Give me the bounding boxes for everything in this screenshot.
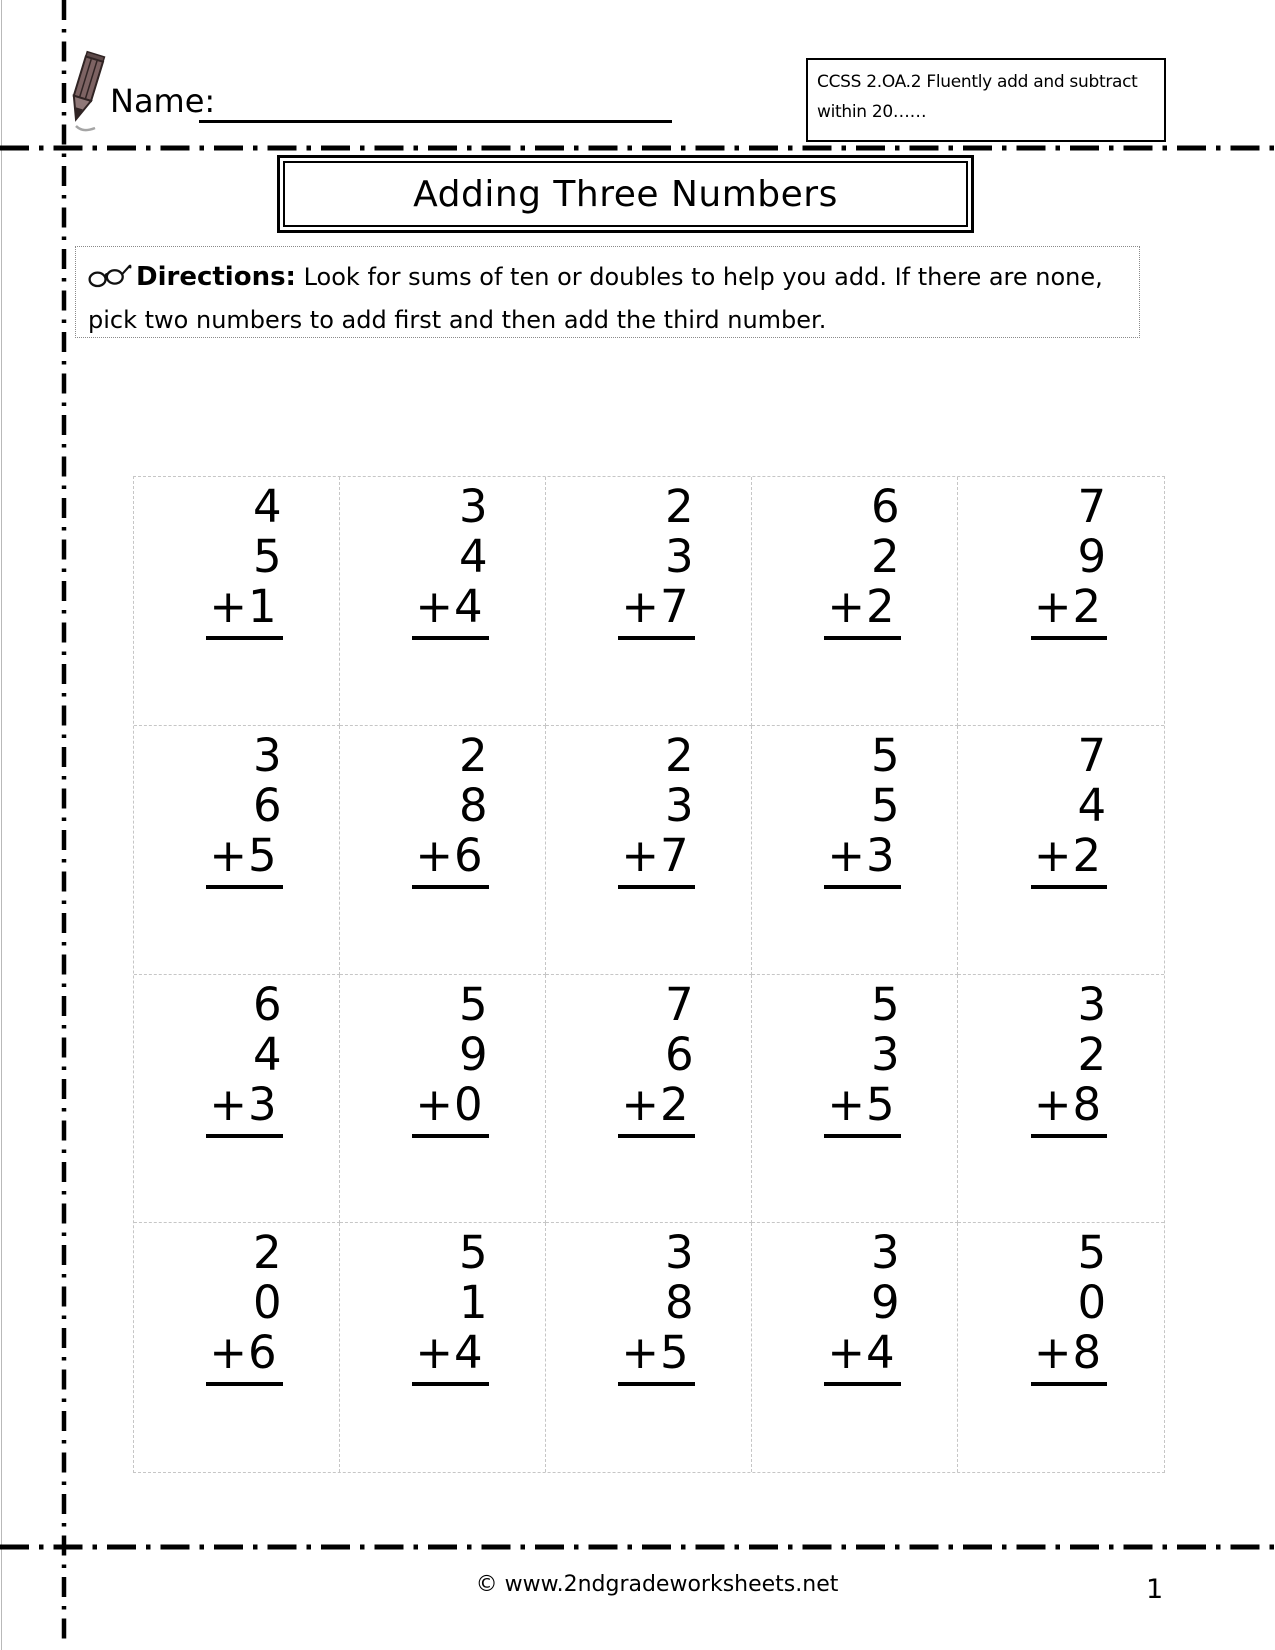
problem-cell	[752, 477, 958, 726]
directions-text: Look for sums of ten or doubles to help you add. If there are none, pick two numbers to add first and then add the third number.	[88, 263, 1103, 334]
name-blank-line	[199, 84, 672, 123]
addend-3: +5	[206, 831, 282, 889]
addend-1: 7	[665, 977, 695, 1031]
addition-problem	[206, 977, 283, 1138]
addition-problem	[618, 977, 695, 1138]
addend-3: +7	[618, 582, 694, 640]
addition-problem	[1031, 728, 1108, 889]
eyeglasses-icon	[88, 263, 132, 288]
addend-3: +8	[1031, 1328, 1107, 1386]
addend-3: +2	[1031, 582, 1107, 640]
addend-2: 5	[871, 778, 901, 832]
problem-cell	[340, 975, 546, 1224]
problem-cell	[546, 975, 752, 1224]
scan-edge-line	[1, 0, 2, 1650]
addend-3: +7	[618, 831, 694, 889]
addend-2: 9	[1077, 530, 1108, 583]
addend-1: 4	[253, 480, 283, 533]
addend-1: 2	[253, 1226, 283, 1280]
problem-cell	[752, 1223, 958, 1472]
addend-2: 0	[253, 1276, 283, 1330]
addition-problem	[824, 1228, 900, 1386]
problem-cell	[958, 975, 1164, 1224]
addend-2: 4	[253, 1027, 283, 1081]
addition-problem	[1031, 1228, 1107, 1386]
page-number: 1	[1146, 1574, 1164, 1605]
problem-cell	[340, 726, 546, 975]
addend-2: 4	[459, 530, 489, 583]
addend-2: 1	[459, 1276, 489, 1330]
addend-3: +8	[1031, 1080, 1107, 1138]
addend-2: 2	[871, 530, 901, 583]
problem-cell	[134, 726, 340, 975]
addend-1: 3	[665, 1226, 695, 1280]
top-divider-dash-line	[0, 143, 1275, 153]
addition-problem	[206, 728, 283, 889]
bottom-divider-dash-line	[0, 1542, 1275, 1552]
addend-1: 5	[459, 977, 489, 1031]
addend-3: +4	[412, 582, 488, 640]
addend-2: 5	[253, 530, 283, 583]
addend-1: 3	[253, 728, 283, 782]
addend-2: 9	[871, 1276, 901, 1330]
addend-1: 6	[871, 480, 901, 533]
addend-2: 8	[665, 1276, 695, 1330]
addend-2: 6	[665, 1027, 695, 1081]
addition-problem	[412, 482, 488, 640]
addend-3: +2	[618, 1080, 694, 1138]
addition-problem	[618, 1228, 694, 1386]
addition-problem	[412, 1228, 488, 1386]
addend-3: +4	[824, 1328, 900, 1386]
addend-1: 5	[1077, 1226, 1108, 1280]
directions-box	[75, 246, 1140, 338]
problem-cell	[546, 1223, 752, 1472]
addend-1: 3	[459, 480, 489, 533]
addend-2: 3	[665, 778, 695, 832]
addend-3: +5	[824, 1080, 900, 1138]
addend-1: 7	[1077, 728, 1108, 782]
addend-3: +4	[412, 1328, 488, 1386]
addend-1: 3	[1077, 977, 1108, 1031]
addend-2: 3	[871, 1027, 901, 1081]
addend-1: 2	[665, 728, 695, 782]
left-margin-dash-line	[60, 0, 68, 1650]
ccss-line-2: within 20……	[817, 102, 927, 122]
addend-1: 5	[871, 977, 901, 1031]
addition-problem	[206, 482, 282, 640]
addition-problem	[1031, 482, 1107, 640]
addend-1: 2	[459, 728, 489, 782]
addition-problem	[824, 482, 900, 640]
addend-3: +2	[1031, 831, 1107, 889]
addend-2: 9	[459, 1027, 489, 1081]
addition-problem	[206, 1228, 282, 1386]
addend-3: +3	[824, 831, 900, 889]
addend-1: 5	[871, 728, 901, 782]
addend-2: 8	[459, 778, 489, 832]
addend-3: +5	[618, 1328, 694, 1386]
footer-credit: © www.2ndgradeworksheets.net	[475, 1572, 839, 1597]
addend-3: +6	[206, 1328, 282, 1386]
problem-cell	[340, 1223, 546, 1472]
pencil-icon	[64, 50, 108, 136]
addition-problem	[1031, 977, 1108, 1138]
addition-problem	[824, 977, 901, 1138]
addend-2: 3	[665, 530, 695, 583]
addend-2: 0	[1077, 1276, 1108, 1330]
problem-cell	[752, 726, 958, 975]
problem-cell	[752, 975, 958, 1224]
addend-3: +3	[206, 1080, 282, 1138]
addend-3: +0	[412, 1080, 488, 1138]
problem-cell	[340, 477, 546, 726]
problem-cell	[134, 477, 340, 726]
addition-problem	[412, 977, 489, 1138]
problem-cell	[958, 1223, 1164, 1472]
addition-problem	[618, 482, 694, 640]
addend-1: 2	[665, 480, 695, 533]
problem-cell	[134, 1223, 340, 1472]
addend-3: +2	[824, 582, 900, 640]
addend-1: 5	[459, 1226, 489, 1280]
addition-problem	[412, 728, 489, 889]
addend-1: 6	[253, 977, 283, 1031]
addend-1: 3	[871, 1226, 901, 1280]
problem-cell	[958, 726, 1164, 975]
addend-1: 7	[1077, 480, 1108, 533]
addend-2: 4	[1077, 778, 1108, 832]
page-title: Adding Three Numbers	[413, 173, 838, 215]
directions-label: Directions:	[136, 262, 296, 292]
addend-2: 2	[1077, 1027, 1108, 1081]
problem-cell	[134, 975, 340, 1224]
addition-problem	[618, 728, 695, 889]
addend-3: +1	[206, 582, 282, 640]
name-label: Name:	[110, 82, 216, 120]
problems-grid	[133, 476, 1165, 1473]
title-box	[277, 155, 974, 233]
problem-cell	[958, 477, 1164, 726]
problem-cell	[546, 477, 752, 726]
ccss-line-1: CCSS 2.OA.2 Fluently add and subtract	[817, 72, 1138, 92]
addend-3: +6	[412, 831, 488, 889]
problem-cell	[546, 726, 752, 975]
addition-problem	[824, 728, 901, 889]
title-inner-border	[283, 161, 968, 227]
ccss-standard-box	[806, 58, 1166, 142]
addend-2: 6	[253, 778, 283, 832]
